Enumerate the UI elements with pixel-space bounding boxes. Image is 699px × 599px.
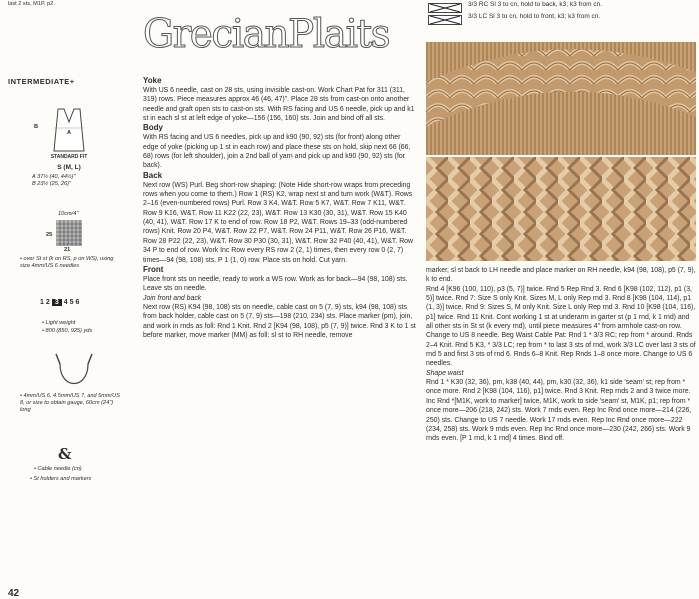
heading-front: Front xyxy=(143,264,164,274)
chart-key xyxy=(426,0,696,24)
para-rounds: Rnd 4 [K96 (100, 110), p3 (5, 7)] twice. Rnd 5 Rep Rnd 3. Rnd 6 [K98 (102, 112), p1 (3, 5)] twice. Rnd 7: Size S only Knit. Sizes M, L only Rep rnd 3. Rnd 8 [K98 (104, 114), p1 (1, 3)] twice. Rnd 9: Sizes S, M only Knit. Size L only Rep rnd 3. Rnd 10 [K98 (104, 116), p1] twice. Rnd 11 Knit. Cont working 1 st at underarm in garter st (p 1 rnd, k 1 rnd) and all other sts in St st (k every rnd), until piece measures 4" from armhole cast-on row. Change to US 8 needle. Beg Waist Cable Pat: Rnd 1 * 3/3 RC; rep from * around. Rnds 2–4 Knit. Rnd 5 K3, * 3/3 LC; rep from * to last 3 sts of rnd, work 3/3 LC over last 3 sts of rnd 5 and first 3 sts of rnd 6. Rnds 6–8 Knit. Rep Rnds 1–8 once more. Change to US 6 needles. xyxy=(426,285,696,368)
schematic-label-b: B xyxy=(34,124,39,130)
ampersand-icon: & xyxy=(58,445,72,463)
notion-holders: • St holders and markers xyxy=(30,476,92,482)
subheading-shape-waist: Shape waist xyxy=(426,369,464,377)
instructions-column-1 xyxy=(143,76,417,340)
heading-body: Body xyxy=(143,123,163,133)
schematic-label-a: A xyxy=(67,130,72,136)
para-join: Next row (RS) K94 (98, 108) sts on needle, cable cast on 5 (7, 9) sts, k94 (98, 108) sts from back holder, cable cast on 5 (7, 9) sts—198 (210, 234) sts. Place marker (pm), join, and work in rnds as foll: Rnd 1 Knit. Rnd 2 [K94 (98, 108), p5 (7, 9)] twice. Rnd 3 K to 1 st before marker, move marker (MM) as foll: sl st to RH needle, remove xyxy=(143,303,416,339)
instructions-column-2 xyxy=(426,266,696,444)
page-number: 42 xyxy=(8,588,20,599)
sidebar-top-text: last 2 sts, M1P, p2. xyxy=(8,1,55,7)
subheading-join: Join front and back xyxy=(143,294,202,302)
cable-lc-symbol-icon xyxy=(428,12,462,30)
chart-key-lc: 3/3 LC Sl 3 to cn, hold to front, k3; k3 from cn. xyxy=(468,13,601,20)
notion-cable-needle: • Cable needle (cn) xyxy=(34,466,82,472)
skill-level: INTERMEDIATE+ xyxy=(8,77,75,86)
yarn-weight-selected: 3 xyxy=(52,299,62,306)
gauge-text: • over St st (k on RS, p on WS), using size 4mm/US 6 needles xyxy=(20,256,114,269)
para-shape-waist: Rnd 1 * K30 (32, 36), pm, k38 (40, 44), pm, k30 (32, 36), k1 side 'seam' st; rep from * once more. Rnd 2 [K98 (104, 116), p1] twice. Rnd 3 Knit. Rep rnds 2 and 3 twice more. Inc Rnd *[M1K, work to marker] twice, M1K, work to side 'seam' st, M1K, p1; rep from * once more—206 (218, 242) sts. Work 7 rnds even. Rep Inc Rnd once more—214 (226, 250) sts. Change to US 7 needle. Work 17 rnds even. Rep Inc Rnd once more—222 (234, 258) sts. Work 9 rnds even. Rep Inc Rnd once more—230 (242, 266) sts. Work 9 rnds even. [P 1 rnd, k 1 rnd] 4 times. Bind off. xyxy=(426,379,692,443)
circular-needle-icon xyxy=(54,352,94,392)
yarn-weight-2: 2 xyxy=(45,299,50,306)
yarn-weight-1: 1 xyxy=(40,299,44,306)
para-body: With RS facing and US 6 needles, pick up and k90 (90, 92) sts (for front) along other edge of yoke (picking up 1 st in each row) and place these sts on hold, skip next 66 (66, 68) rows (for left shoulder), join a 2nd ball of yarn and pick up and k90 (90, 92) sts (for back). xyxy=(143,134,411,170)
measurement-b: B 23½ (25, 26)" xyxy=(32,181,71,187)
gauge-stitches: 21 xyxy=(64,247,71,253)
pattern-title: GrecianPlaits xyxy=(143,12,390,57)
gauge-size-label: 10cm/4" xyxy=(58,211,79,217)
para-continued: marker, sl st back to LH needle and place marker on RH needle, k94 (98, 108), p5 (7, 9), k to end. xyxy=(426,267,696,284)
gauge-swatch-icon xyxy=(56,220,82,246)
yarn-weight-scale xyxy=(40,299,79,306)
para-yoke: With US 6 needle, cast on 28 sts, using invisible cast-on. Work Chart Pat for 311 (311, 319) rows. Piece measures approx 46 (46, 47)". Place 28 sts from cast-on onto another needle and graft open sts to cast-on sts. With RS facing and US 6 needle, pick up and k1 st in each sl st at left edge of yoke—156 (156, 160) sts. Join and bind off all sts. xyxy=(143,87,415,123)
needle-text: • 4mm/US 6, 4.5mm/US 7, and 5mm/US 8, or size to obtain gauge, 60cm (24") long xyxy=(20,393,120,413)
heading-back: Back xyxy=(143,170,163,180)
garment-schematic xyxy=(34,106,94,154)
gauge-rows: 25 xyxy=(46,232,53,238)
heading-yoke: Yoke xyxy=(143,76,162,85)
yarn-weight-5: 5 xyxy=(69,299,74,306)
para-front: Place front sts on needle, ready to work a WS row. Work as for back—94 (98, 108) sts. Leave sts on needle. xyxy=(143,275,408,293)
yarn-weight-6: 6 xyxy=(75,299,80,306)
photo-waist-cable xyxy=(426,157,696,261)
chart-key-rc: 3/3 RC Sl 3 to cn, hold to back, k3; k3 from cn. xyxy=(468,1,603,8)
photo-yoke-cable xyxy=(426,42,696,155)
yarn-weight-text: • Light weight xyxy=(42,320,76,326)
para-back: Next row (WS) Purl. Beg short-row shaping: (Note Hide short-row wraps from preceding rows when you come to them.) Row 1 (RS) K2, wrap next st and turn work (W&T). Rows 2–16 (even-numbered rows) Purl. Row 3 K4, W&T. Row 5 K7, W&T. Row 7 K11, W&T. Row 9 K16, W&T. Row 11 K22 (22, 23), W&T. Row 13 K30 (30, 31), W&T. Row 15 K40 (40, 41), W&T. Row 17 K to end of row. Row 18 P2, W&T. Rows 19–33 (odd-numbered rows) Knit. Row 20 P4, W&T. Row 22 P7, W&T. Row 24 P11, W&T. Row 26 P16, W&T. Row 28 P22 (22, 23), W&T. Row 30 P30 (30, 31), W&T. Row 32 P40 (40, 41), W&T. Row 34 P to end of row. Work Inc Row every RS row 2 (2, 1) times, then every row 0 (2, 7) times—94 (98, 108) sts. P 1 (1, 0) row. Place sts on hold. Cut yarn. xyxy=(143,181,413,264)
sizes: S (M, L) xyxy=(57,164,81,171)
fit-label: STANDARD FIT xyxy=(50,154,88,160)
measurement-a: A 37½ (40, 44½)" xyxy=(32,174,76,180)
pattern-sidebar xyxy=(0,0,130,599)
yarn-weight-4: 4 xyxy=(63,299,68,306)
yarn-amount: • 800 (850, 925) yds xyxy=(42,328,93,334)
